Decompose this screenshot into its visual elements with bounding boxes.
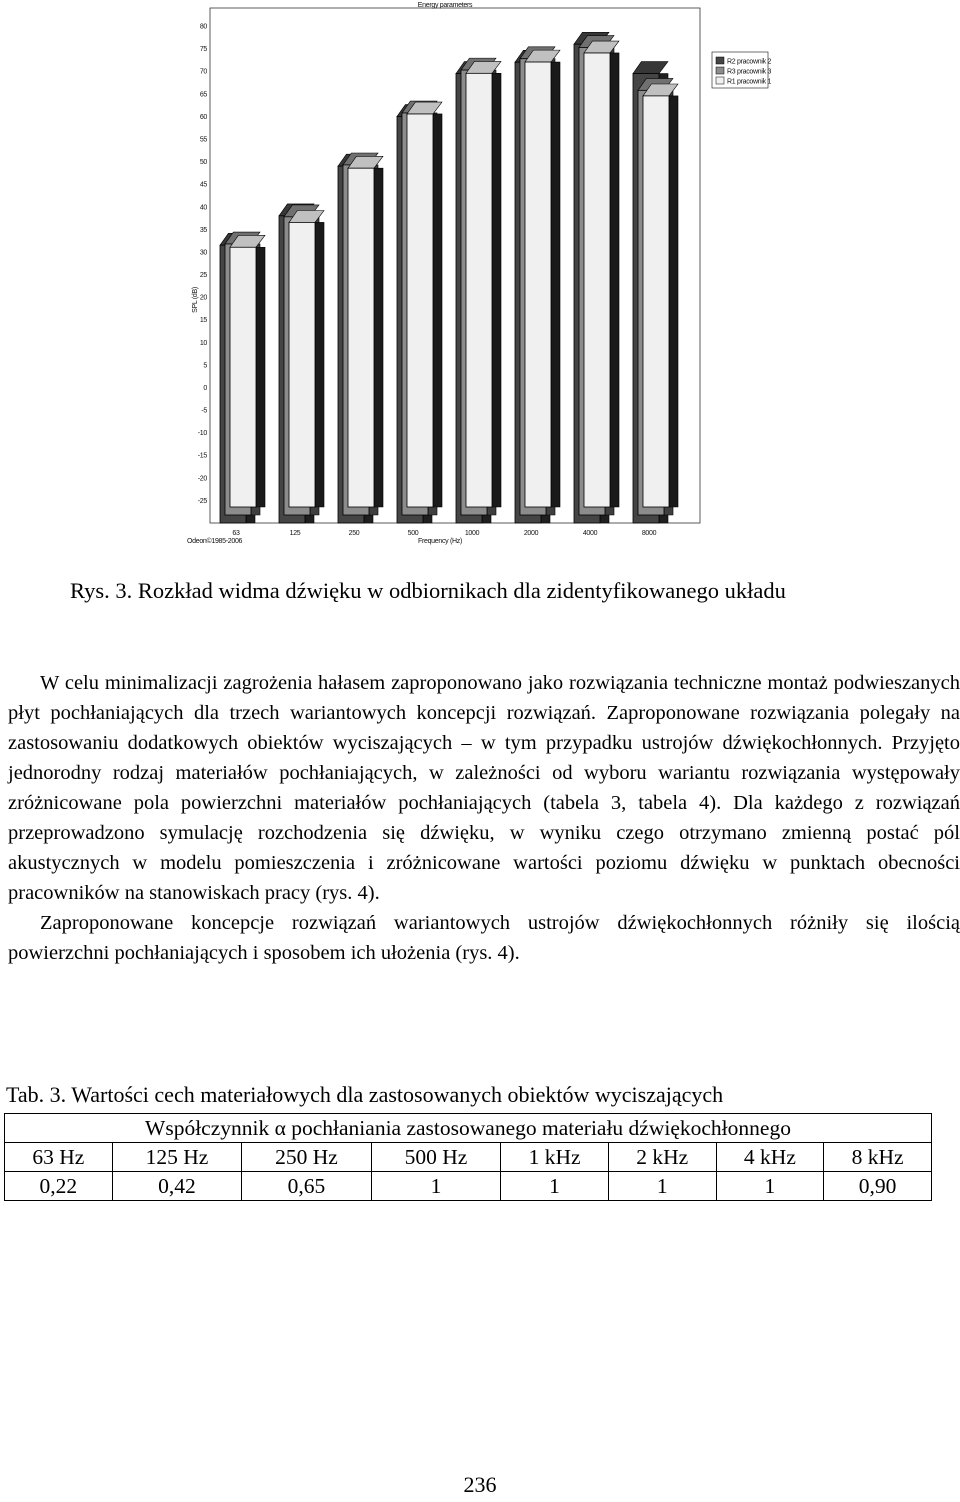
table-value-row — [5, 1172, 932, 1201]
table-header: Współczynnik α pochłaniania zastosowanego materiału dźwiękochłonnego — [5, 1114, 932, 1143]
y-tick-label: -10 — [197, 430, 207, 438]
paragraph-1: W celu minimalizacji zagrożenia hałasem zaproponowano jako rozwiązania techniczne montaż podwieszanych płyt pochłaniających dla trzech wariantowych koncepcji rozwiązań. Zaproponowane rozwiązania polegały na zastosowaniu dodatkowych obiektów wyciszających – w tym przypadku ustrojów dźwiękochłonnych. Przyjęto jednorodny rodzaj materiałów pochłaniających, w zależności od wyboru wariantu rozwiązania występowały zróżnicowane pola powierzchni materiałów pochłaniających (tabela 3, tabela 4). Dla każdego z rozwiązań przeprowadzono symulację rozchodzenia się dźwięku, w wyniku czego otrzymano zmienną postać pól akustycznych w modelu pomieszczenia i zróżnicowane wartości poziomu dźwięku w punktach obecności pracowników na stanowiskach pracy (rys. 4). — [8, 672, 960, 904]
y-tick-label: 40 — [199, 204, 207, 212]
bar-side — [256, 247, 265, 507]
bar — [230, 247, 256, 507]
bar-side — [669, 96, 678, 507]
y-tick-label: 70 — [199, 68, 207, 76]
x-tick-label: 4000 — [582, 530, 598, 537]
bar-side — [433, 114, 442, 507]
chart-canvas — [0, 0, 960, 560]
software-footer-note: Odeon©1985-2006 — [187, 538, 243, 545]
body-text — [8, 668, 960, 968]
absorption-coefficient-table — [4, 1113, 932, 1201]
bar — [348, 168, 374, 507]
value-cell: 0,90 — [824, 1172, 932, 1201]
y-tick-label: 65 — [199, 91, 207, 99]
x-tick-label: 2000 — [523, 530, 539, 537]
bar-group — [220, 232, 265, 523]
y-tick-label: 10 — [199, 339, 207, 347]
y-tick-label: 5 — [203, 362, 207, 370]
legend-swatch — [716, 57, 724, 64]
value-cell: 0,42 — [112, 1172, 242, 1201]
y-tick-label: 50 — [199, 159, 207, 167]
legend-swatch — [716, 77, 724, 84]
bar-side — [610, 53, 619, 507]
y-tick-labels — [198, 24, 208, 505]
y-tick-label: 80 — [199, 23, 207, 31]
bar-top — [633, 62, 668, 74]
x-axis-label: Frequency (Hz) — [417, 538, 463, 545]
table-frequency-row — [5, 1143, 932, 1172]
y-tick-label: 60 — [199, 113, 207, 121]
bar-group — [574, 32, 619, 523]
y-tick-label: 20 — [199, 294, 207, 302]
y-tick-label: 75 — [199, 46, 207, 54]
table-caption: Tab. 3. Wartości cech materiałowych dla zastosowanych obiektów wyciszających — [6, 1082, 724, 1107]
x-tick-label: 125 — [289, 530, 301, 537]
bar-group — [515, 47, 560, 523]
frequency-cell: 63 Hz — [5, 1143, 113, 1172]
x-tick-label: 8000 — [641, 530, 657, 537]
bar — [525, 62, 551, 507]
bar-group — [338, 153, 383, 523]
legend-label: R1 pracownik 1 — [727, 78, 772, 86]
x-tick-label: 250 — [348, 530, 360, 537]
table-header-row — [5, 1114, 932, 1143]
bar — [643, 96, 669, 507]
frequency-cell: 1 kHz — [501, 1143, 609, 1172]
paragraph-2: Zaproponowane koncepcje rozwiązań wariantowych ustrojów dźwiękochłonnych różniły się ilością powierzchni pochłaniających i sposobem ich ułożenia (rys. 4). — [8, 912, 960, 964]
bar-side — [315, 222, 324, 507]
y-tick-label: -20 — [197, 475, 207, 483]
y-tick-label: 0 — [203, 384, 207, 392]
y-tick-label: 15 — [199, 317, 207, 325]
x-tick-label: 1000 — [464, 530, 480, 537]
frequency-cell: 8 kHz — [824, 1143, 932, 1172]
frequency-cell: 250 Hz — [242, 1143, 372, 1172]
y-tick-label: 45 — [199, 181, 207, 189]
bar-side — [374, 168, 383, 507]
legend-label: R2 pracownik 2 — [727, 58, 772, 66]
bar-group — [456, 58, 501, 523]
bar-groups — [220, 32, 678, 523]
y-tick-label: 35 — [199, 226, 207, 234]
x-tick-labels — [232, 530, 656, 537]
bar — [466, 73, 492, 507]
legend — [712, 52, 771, 88]
value-cell: 0,22 — [5, 1172, 113, 1201]
page-number: 236 — [463, 1472, 497, 1497]
frequency-cell: 4 kHz — [716, 1143, 824, 1172]
y-tick-label: 30 — [199, 249, 207, 257]
x-tick-label: 500 — [407, 530, 419, 537]
y-axis-label: SPL (dB) — [192, 287, 199, 313]
bar — [407, 114, 433, 507]
bar-group — [633, 62, 678, 523]
bar-side — [551, 62, 560, 507]
frequency-cell: 500 Hz — [371, 1143, 501, 1172]
legend-label: R3 pracownik 3 — [727, 68, 772, 76]
energy-parameters-chart — [0, 0, 960, 560]
chart-title: Energy parameters — [417, 2, 473, 9]
value-cell: 0,65 — [242, 1172, 372, 1201]
value-cell: 1 — [501, 1172, 609, 1201]
x-tick-label: 63 — [232, 530, 240, 537]
frequency-cell: 2 kHz — [608, 1143, 716, 1172]
y-tick-label: -25 — [197, 497, 207, 505]
frequency-cell: 125 Hz — [112, 1143, 242, 1172]
value-cell: 1 — [716, 1172, 824, 1201]
bar-side — [492, 73, 501, 507]
value-cell: 1 — [371, 1172, 501, 1201]
y-tick-label: -5 — [201, 407, 207, 415]
y-tick-label: 25 — [199, 272, 207, 280]
bar-group — [279, 204, 324, 523]
bar-group — [397, 101, 442, 523]
y-tick-label: 55 — [199, 136, 207, 144]
y-tick-label: -15 — [197, 452, 207, 460]
bar — [289, 222, 315, 507]
value-cell: 1 — [608, 1172, 716, 1201]
figure-caption: Rys. 3. Rozkład widma dźwięku w odbiornikach dla zidentyfikowanego układu — [70, 578, 786, 603]
legend-swatch — [716, 67, 724, 74]
bar — [584, 53, 610, 507]
